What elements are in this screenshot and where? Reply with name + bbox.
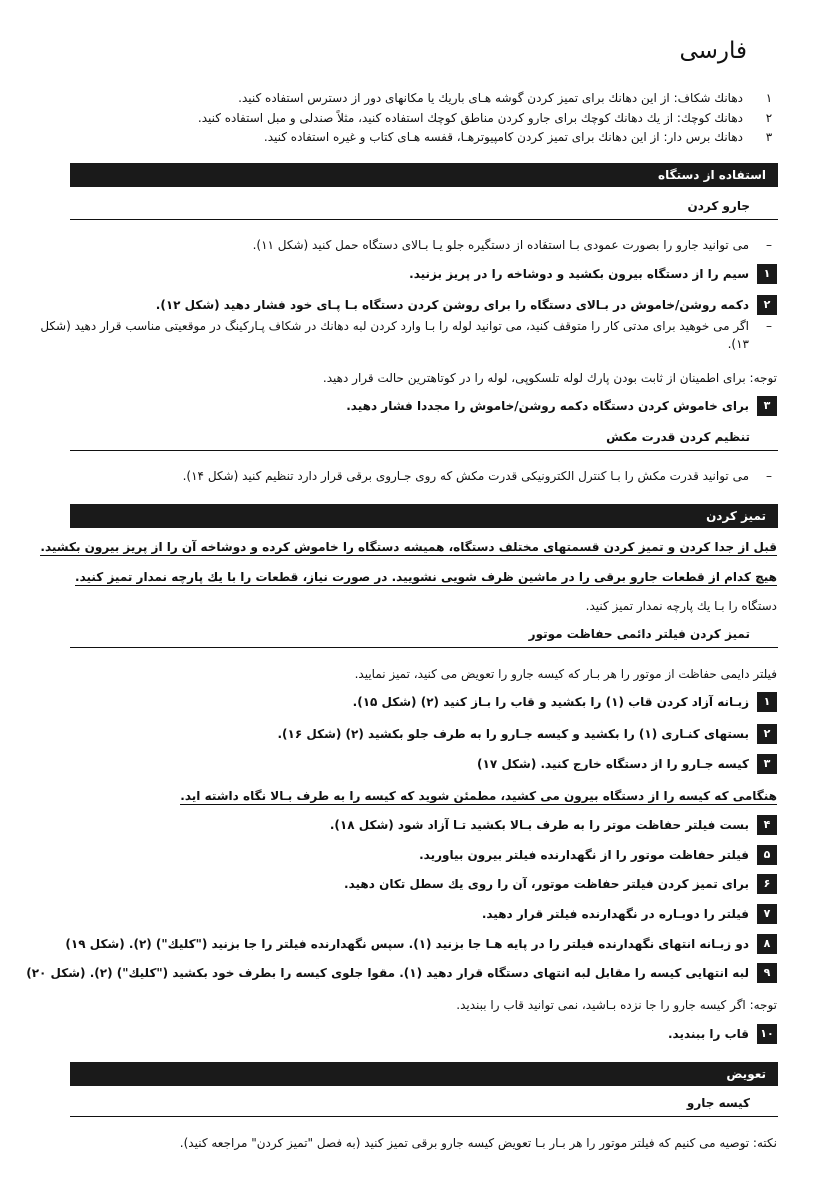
intro-text: دهانك برس دار: از این دهانك برای تمیز كردن كامپیوترهـا، قفسه هـای كتاب و غیره استفاده كنید.	[263, 130, 743, 144]
intro-number: ۱	[765, 91, 773, 105]
step-10	[40, 1024, 777, 1044]
step-text: برای خاموش كردن دستگاه دكمه روشن/خاموش را مجددا فشار دهید.	[346, 399, 749, 413]
warning-text: قبل از جدا كردن و تمیز كردن قسمتهای مختلف دستگاه، همیشه دستگاه را خاموش كرده و دوشاخه آن را از پریز بیرون بكشید.	[40, 540, 777, 554]
bullet-text: می توانید جارو را بصورت عمودی بـا استفاده از دستگیره جلو یـا بـالای دستگاه حمل كنید (شكل ۱۱).	[252, 238, 749, 252]
step-text: برای تمیز كردن فیلتر حفاظت موتور، آن را روی یك سطل تكان دهید.	[344, 877, 749, 891]
note-replace-filter: نكته: توصیه می كنیم كه فیلتر موتور را هر بـار بـا تعویض كیسه جارو برقی تمیز كنید (به فصل "تمیز کردن" مراجعه كنید).	[179, 1136, 777, 1150]
section-header-replacement: تعویض	[70, 1062, 778, 1086]
step-a-2	[40, 724, 777, 744]
intro-number: ۲	[765, 111, 773, 125]
step-text: لبه انتهایی كیسه را مقابل لبه انتهای دستگاه قرار دهید (۱). مقوا جلوی كیسه را بطرف خود بكشید ("كلیك") (۲). (شكل ۲۰)	[26, 966, 749, 980]
step-text: قاب را ببندید.	[667, 1027, 749, 1041]
warning-unplug	[40, 538, 777, 556]
bullet-suction: – می توانید قدرت مكش را بـا كنترل الكترونیكی قدرت مكش كه روی جـاروی برقی قرار دارد تنظیم كنید (شكل ۱۴).	[40, 467, 779, 485]
step-number-badge: ۱	[757, 264, 777, 284]
step-number-badge: ۱	[757, 692, 777, 712]
step-b-6	[40, 874, 777, 894]
intro-text: دهانك كوچك: از یك دهانك كوچك برای جارو كردن مناطق كوچك استفاده كنید، مثلاً صندلی و مبل استفاده كنید.	[197, 111, 743, 125]
step-number-badge: ۳	[757, 396, 777, 416]
bullet-text: می توانید قدرت مكش را بـا كنترل الكترونیكی قدرت مكش كه روی جـاروی برقی قرار دارد تنظیم كنید (شكل ۱۴).	[182, 469, 749, 483]
step-number-badge: ۲	[757, 724, 777, 744]
intro-text: دهانك شكاف: از این دهانك برای تمیز كردن گوشه هـای باریك یا مكانهای دور از دسترس استفاده كنید.	[238, 91, 743, 105]
step-number-badge: ۳	[757, 754, 777, 774]
warning-bag-upright	[40, 787, 777, 805]
warning-text: هنگامی كه كیسه را از دستگاه بیرون می كشید، مطمئن شوید كه كیسه را به طرف بـالا نگاه داشته اید.	[180, 789, 777, 803]
warning-text: هیچ كدام از قطعات جارو برقی را در ماشین ظرف شویی نشویید. در صورت نیاز، قطعات را با یك پارچه نمدار تمیز كنید.	[75, 570, 777, 584]
note-telescopic: توجه: برای اطمینان از ثابت بودن پارك لوله تلسکوپی، لوله را در كوتاهترین حالت قرار دهید.	[322, 371, 777, 385]
bullet-text: اگر می خوهید برای مدتی كار را متوقف كنید، می توانید لوله را بـا وارد كردن لبه دهانك در شكاف پـاركینگ در موقعیتی مناسب قرار دهید (شكل ۱۳).	[40, 319, 749, 351]
step-number-badge: ۲	[757, 295, 777, 315]
step-number-badge: ۶	[757, 874, 777, 894]
warning-dishwasher	[40, 568, 777, 586]
subsection-vacuuming: جارو کردن	[70, 196, 778, 220]
step-text: دو زبـانه انتهای نگهدارنده فیلتر را در پایه هـا جا بزنید (۱). سپس نگهدارنده فیلتر را جا بزنید ("كلیك") (۲). (شكل ۱۹)	[65, 937, 749, 951]
step-number-badge: ۷	[757, 904, 777, 924]
step-1	[40, 264, 777, 284]
section-header-use: استفاده از دستگاه	[70, 163, 778, 187]
step-text: بست فیلتر حفاظت موتر را به طرف بـالا بكشید تـا آزاد شود (شكل ۱۸).	[329, 818, 749, 832]
step-text: دكمه روشن/خاموش در بـالای دستگاه را برای روشن كردن دستگاه بـا پـای خود فشار دهید (شكل ۱۲).	[155, 298, 749, 312]
subsection-motor-filter: تمیز کردن فیلتر دائمی حفاظت موتور	[70, 624, 778, 648]
step-number-badge: ۴	[757, 815, 777, 835]
step-text: سیم را از دستگاه بیرون بكشید و دوشاخه را در پریز بزنید.	[409, 267, 749, 281]
step-text: بستهای كنـاری (۱) را بكشید و كیسه جـارو را به طرف جلو بكشید (۲) (شكل ۱۶).	[277, 727, 749, 741]
filter-intro: فیلتر دایمی حفاظت از موتور را هر بـار كه كیسه جارو را تعویض می كنید، تمیز نمایید.	[354, 667, 777, 681]
step-text: فیلتر حفاظت موتور را از نگهدارنده فیلتر بیرون بیاورید.	[419, 848, 749, 862]
intro-number: ۳	[765, 130, 773, 144]
note-bag: توجه: اگر كیسه جارو را جا نزده بـاشید، نمی توانید قاب را ببندید.	[456, 998, 777, 1012]
section-header-cleaning: تمیز کردن	[70, 504, 778, 528]
step-a-3	[40, 754, 777, 774]
step-b-7	[40, 904, 777, 924]
step-number-badge: ۱۰	[757, 1024, 777, 1044]
step-a-1	[40, 692, 777, 712]
step-number-badge: ۹	[757, 963, 777, 983]
step-2	[40, 295, 777, 315]
subsection-suction: تنظیم کردن قدرت مكش	[70, 427, 778, 451]
step-b-4	[40, 815, 777, 835]
step-text: كیسه جـارو را از دستگاه خارج كنید. (شكل ۱۷)	[477, 757, 749, 771]
step-b-8	[40, 934, 777, 954]
step-b-9	[26, 963, 777, 983]
subsection-dustbag: كیسه جارو	[70, 1093, 778, 1117]
step-3	[40, 396, 777, 416]
bullet-carry: – می توانید جارو را بصورت عمودی بـا استفاده از دستگیره جلو یـا بـالای دستگاه حمل كنید (شكل ۱۱).	[40, 236, 779, 254]
step-number-badge: ۸	[757, 934, 777, 954]
step-text: زبـانه آزاد كردن قاب (۱) را بكشید و قاب را بـاز كنید (۲) (شكل ۱۵).	[352, 695, 749, 709]
language-title: فارسی	[679, 38, 747, 64]
line-wipe: دستگاه را بـا یك پارچه نمدار تمیز كنید.	[585, 599, 777, 613]
bullet-park: – اگر می خوهید برای مدتی كار را متوقف كنید، می توانید لوله را بـا وارد كردن لبه دهانك در شكاف پـاركینگ در موقعیتی مناسب قرار دهید (شكل ۱۳).	[40, 319, 772, 351]
step-number-badge: ۵	[757, 845, 777, 865]
step-text: فیلتر را دوبـاره در نگهدارنده فیلتر قرار دهید.	[481, 907, 749, 921]
step-b-5	[40, 845, 777, 865]
